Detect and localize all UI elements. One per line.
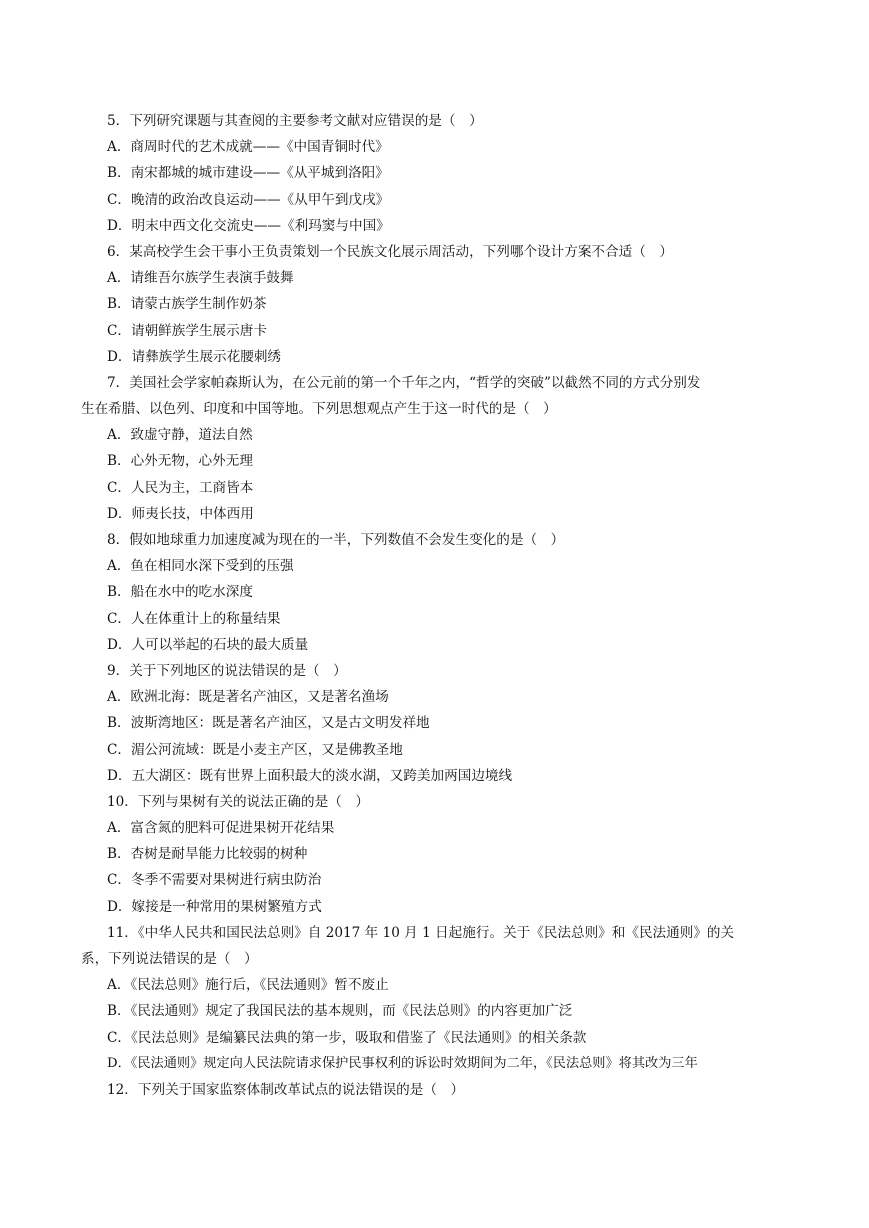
option-c: C．晚清的政治改良运动——《从甲午到戊戌》 bbox=[107, 191, 390, 208]
option-a: A．商周时代的艺术成就——《中国青铜时代》 bbox=[107, 139, 389, 156]
question-stem: 9．关于下列地区的说法错误的是（ ） bbox=[107, 662, 347, 679]
option-d: D．嫁接是一种常用的果树繁殖方式 bbox=[107, 898, 322, 915]
question-5 bbox=[107, 108, 797, 239]
question-stem: 5．下列研究课题与其查阅的主要参考文献对应错误的是（ ） bbox=[107, 113, 483, 129]
option-c: C．《民法总则》是编纂民法典的第一步，吸取和借鉴了《民法通则》的相关条款 bbox=[107, 1029, 587, 1046]
option-c: C．人在体重计上的称量结果 bbox=[107, 610, 281, 627]
question-10 bbox=[107, 789, 797, 920]
option-b: B．请蒙古族学生制作奶茶 bbox=[107, 296, 267, 313]
option-d: D．《民法通则》规定向人民法院请求保护民事权利的诉讼时效期间为二年，《民法总则》将其改为三年 bbox=[107, 1055, 698, 1071]
question-list bbox=[81, 108, 797, 1103]
question-stem-continued: 系，下列说法错误的是（ ） bbox=[81, 951, 258, 967]
question-stem: 8．假如地球重力加速度减为现在的一半，下列数值不会发生变化的是（ ） bbox=[107, 532, 565, 548]
question-8 bbox=[107, 527, 797, 658]
question-stem-continued: 生在希腊、以色列、印度和中国等地。下列思想观点产生于这一时代的是（ ） bbox=[81, 401, 557, 418]
option-a: A．欧洲北海：既是著名产油区，又是著名渔场 bbox=[107, 689, 389, 706]
question-12 bbox=[107, 1077, 797, 1103]
option-c: C．人民为主，工商皆本 bbox=[107, 479, 254, 496]
question-stem: 6．某高校学生会干事小王负责策划一个民族文化展示周活动，下列哪个设计方案不合适（ ） bbox=[107, 243, 673, 260]
option-d: D．五大湖区：既有世界上面积最大的淡水湖，又跨美加两国边境线 bbox=[107, 767, 513, 784]
option-b: B．波斯湾地区：既是著名产油区，又是古文明发祥地 bbox=[107, 715, 430, 732]
question-stem: 10．下列与果树有关的说法正确的是（ ） bbox=[107, 793, 369, 810]
option-a: A．鱼在相同水深下受到的压强 bbox=[107, 558, 294, 575]
question-stem: 11．《中华人民共和国民法总则》自 2017 年 10 月 1 日起施行。关于《民法总则》和《民法通则》的关 bbox=[107, 924, 735, 941]
question-stem: 7．美国社会学家帕森斯认为，在公元前的第一个千年之内，“哲学的突破”以截然不同的方式分别发 bbox=[107, 374, 701, 391]
question-6 bbox=[107, 239, 797, 370]
option-b: B．心外无物，心外无理 bbox=[107, 453, 253, 470]
option-b: B．杏树是耐旱能力比较弱的树种 bbox=[107, 846, 308, 863]
question-stem: 12．下列关于国家监察体制改革试点的说法错误的是（ ） bbox=[107, 1081, 465, 1098]
option-a: A．《民法总则》施行后，《民法通则》暂不废止 bbox=[107, 977, 389, 994]
option-b: B．《民法通则》规定了我国民法的基本规则，而《民法总则》的内容更加广泛 bbox=[107, 1003, 573, 1020]
question-9 bbox=[107, 658, 797, 789]
option-d: D．明末中西文化交流史——《利玛窦与中国》 bbox=[107, 217, 390, 234]
option-b: B．南宋都城的城市建设——《从平城到洛阳》 bbox=[107, 165, 389, 182]
option-d: D．人可以举起的石块的最大质量 bbox=[107, 636, 309, 653]
option-c: C．湄公河流域：既是小麦主产区，又是佛教圣地 bbox=[107, 741, 403, 758]
option-d: D．师夷长技，中体西用 bbox=[107, 505, 254, 522]
question-11 bbox=[81, 920, 797, 1077]
option-c: C．冬季不需要对果树进行病虫防治 bbox=[107, 872, 322, 889]
option-a: A．富含氮的肥料可促进果树开花结果 bbox=[107, 820, 335, 837]
option-d: D．请彝族学生展示花腰刺绣 bbox=[107, 348, 282, 365]
option-b: B．船在水中的吃水深度 bbox=[107, 584, 253, 601]
question-7 bbox=[81, 370, 797, 527]
option-a: A．请维吾尔族学生表演手鼓舞 bbox=[107, 270, 294, 287]
option-c: C．请朝鲜族学生展示唐卡 bbox=[107, 322, 267, 339]
option-a: A．致虚守静，道法自然 bbox=[107, 427, 253, 444]
